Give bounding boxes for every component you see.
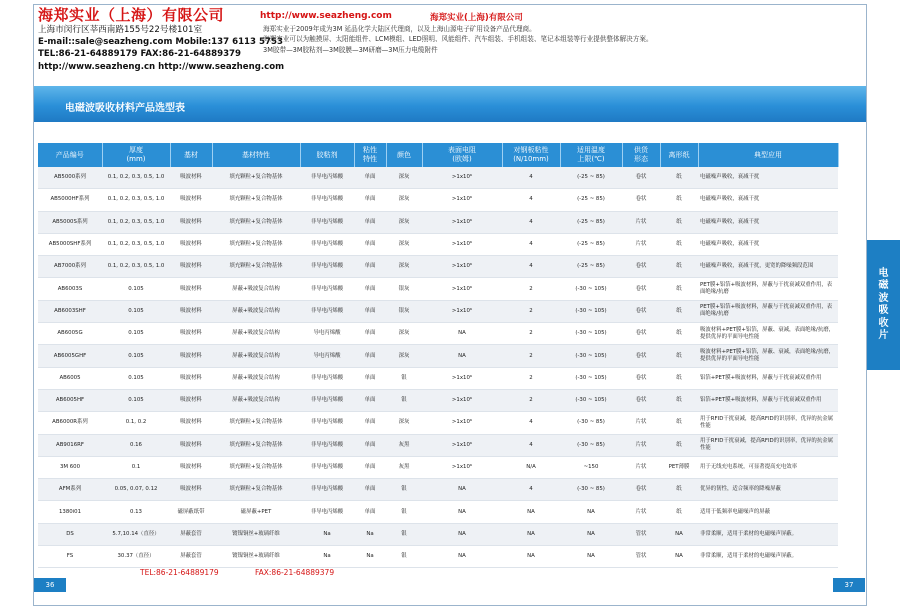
table-cell: 2: [502, 278, 560, 300]
table-cell: 卷状: [622, 367, 660, 389]
table-cell: 填充颗粒+复合物基体: [212, 233, 300, 255]
table-cell: 银灰: [386, 300, 422, 322]
table-cell: (-30 ~ 105): [560, 345, 622, 367]
table-cell: NA: [502, 523, 560, 545]
table-row: [38, 323, 838, 345]
table-cell: 0.105: [102, 300, 170, 322]
table-cell: 银: [386, 479, 422, 501]
table-cell: 0.1: [102, 456, 170, 478]
table-cell: AB6005: [38, 367, 102, 389]
table-cell: Na: [300, 523, 354, 545]
table-cell: 2: [502, 323, 560, 345]
table-cell: 吸波材料: [170, 479, 212, 501]
table-row: [38, 233, 838, 255]
table-cell: AB6005HF: [38, 389, 102, 411]
table-cell: >1x10⁶: [422, 256, 502, 278]
table-cell: 填充颗粒+复合物基体: [212, 456, 300, 478]
table-cell: 非导电丙烯酸: [300, 167, 354, 189]
table-cell: >1x10⁶: [422, 233, 502, 255]
table-cell: 非导电丙烯酸: [300, 479, 354, 501]
table-cell: 4: [502, 189, 560, 211]
table-cell: 吸波材料+PET膜+铝箔，屏蔽、衰减，表面绝缘/抗磨，提供优异的平面导电性能: [698, 323, 838, 345]
table-cell: >1x10⁶: [422, 412, 502, 434]
table-cell: PET膜+铝箔+吸波材料，屏蔽与干扰衰减双重作用，表面绝缘/抗磨: [698, 278, 838, 300]
table-cell: 用于无线充电系统，可显著提高充电效率: [698, 456, 838, 478]
table-body: [38, 167, 838, 568]
table-cell: 吸波材料: [170, 367, 212, 389]
table-cell: 1380i01: [38, 501, 102, 523]
table-cell: AB5000系列: [38, 167, 102, 189]
table-cell: 吸波材料: [170, 256, 212, 278]
table-cell: 导电丙烯酸: [300, 345, 354, 367]
table-cell: 适用于低频率电磁噪声的屏蔽: [698, 501, 838, 523]
page-number-right: 37: [833, 578, 865, 592]
table-cell: 3M 600: [38, 456, 102, 478]
column-header: 厚度 (mm): [102, 143, 170, 167]
table-cell: PET薄膜: [660, 456, 698, 478]
table-cell: 吸波材料+PET膜+铝箔，屏蔽、衰减，表面绝缘/抗磨，提供优异的平面导电性能: [698, 345, 838, 367]
table-cell: 纸: [660, 345, 698, 367]
table-cell: 填充颗粒+复合物基体: [212, 167, 300, 189]
table-cell: AFM系列: [38, 479, 102, 501]
table-row: [38, 434, 838, 456]
table-cell: 非导电丙烯酸: [300, 367, 354, 389]
table-cell: 单面: [354, 300, 386, 322]
table-cell: 纸: [660, 189, 698, 211]
table-cell: 磁屏蔽纸带: [170, 501, 212, 523]
table-cell: 单面: [354, 167, 386, 189]
table-cell: 0.105: [102, 389, 170, 411]
table-cell: 纸: [660, 167, 698, 189]
table-cell: 吸波材料: [170, 189, 212, 211]
table-cell: 填充颗粒+复合物基体: [212, 256, 300, 278]
banner-title: 电磁波吸收材料产品选型表: [65, 103, 185, 114]
table-cell: 银: [386, 501, 422, 523]
table-cell: AB7000系列: [38, 256, 102, 278]
table-cell: 吸波材料: [170, 389, 212, 411]
table-cell: 纸: [660, 278, 698, 300]
header-url: http://www.seazheng.com: [260, 11, 392, 21]
table-cell: 0.13: [102, 501, 170, 523]
table-row: [38, 412, 838, 434]
table-cell: >1x10⁶: [422, 189, 502, 211]
table-cell: NA: [502, 546, 560, 568]
table-cell: 纸: [660, 501, 698, 523]
table-cell: FS: [38, 546, 102, 568]
table-row: [38, 501, 838, 523]
table-cell: 单面: [354, 479, 386, 501]
table-cell: 屏蔽+吸波复合结构: [212, 300, 300, 322]
table-cell: 屏蔽+吸波复合结构: [212, 278, 300, 300]
table-cell: 电磁噪声吸收，衰减干扰: [698, 211, 838, 233]
table-cell: ~150: [560, 456, 622, 478]
table-cell: 单面: [354, 189, 386, 211]
column-header: 产品编号: [38, 143, 102, 167]
table-row: [38, 456, 838, 478]
side-tab-char: 电: [878, 267, 889, 279]
table-cell: 0.105: [102, 367, 170, 389]
table-cell: 卷状: [622, 300, 660, 322]
table-cell: (-30 ~ 85): [560, 479, 622, 501]
table-cell: 银: [386, 546, 422, 568]
table-cell: AB6005G: [38, 323, 102, 345]
table-cell: 4: [502, 412, 560, 434]
table-cell: 4: [502, 167, 560, 189]
table-cell: 片状: [622, 434, 660, 456]
table-cell: 纸: [660, 211, 698, 233]
table-cell: 0.1, 0.2, 0.3, 0.5, 1.0: [102, 167, 170, 189]
table-row: [38, 189, 838, 211]
table-cell: 单面: [354, 389, 386, 411]
table-cell: 非导电丙烯酸: [300, 211, 354, 233]
table-cell: 深灰: [386, 167, 422, 189]
table-row: [38, 367, 838, 389]
table-cell: 单面: [354, 211, 386, 233]
table-cell: 0.1, 0.2, 0.3, 0.5, 1.0: [102, 211, 170, 233]
table-cell: >1x10⁶: [422, 434, 502, 456]
table-row: [38, 167, 838, 189]
table-cell: 4: [502, 211, 560, 233]
table-cell: AB6005GHF: [38, 345, 102, 367]
table-cell: 卷状: [622, 278, 660, 300]
table-cell: NA: [422, 479, 502, 501]
table-cell: NA: [660, 546, 698, 568]
table-cell: 屏蔽+吸波复合结构: [212, 367, 300, 389]
table-cell: NA: [560, 523, 622, 545]
table-cell: 纸: [660, 323, 698, 345]
company-tel-fax: TEL:86-21-64889179 FAX:86-21-64889379: [38, 49, 242, 60]
column-header: 典型应用: [698, 143, 838, 167]
table-header-row: [38, 143, 838, 167]
table-cell: 深灰: [386, 256, 422, 278]
table-row: [38, 300, 838, 322]
table-cell: 屏蔽套管: [170, 523, 212, 545]
table-cell: 深灰: [386, 211, 422, 233]
footer-tel: TEL:86-21-64889179: [140, 568, 219, 577]
table-cell: (-30 ~ 105): [560, 367, 622, 389]
table-cell: 0.16: [102, 434, 170, 456]
table-cell: 电磁噪声吸收，衰减干扰: [698, 167, 838, 189]
table-cell: 填充颗粒+复合物基体: [212, 211, 300, 233]
table-cell: 吸波材料: [170, 412, 212, 434]
table-cell: 卷状: [622, 167, 660, 189]
table-cell: 0.1, 0.2, 0.3, 0.5, 1.0: [102, 256, 170, 278]
table-cell: 卷状: [622, 323, 660, 345]
table-cell: AB6000R系列: [38, 412, 102, 434]
table-cell: 单面: [354, 278, 386, 300]
table-cell: 填充颗粒+复合物基体: [212, 434, 300, 456]
table-row: [38, 546, 838, 568]
table-cell: >1x10⁶: [422, 278, 502, 300]
table-cell: (-25 ~ 85): [560, 211, 622, 233]
column-header: 对钢板粘性 (N/10mm): [502, 143, 560, 167]
table-cell: 用于RFID干扰衰减，提高RFID的识别率，优异的抗金属性能: [698, 412, 838, 434]
table-cell: 卷状: [622, 189, 660, 211]
intro-line: 3M胶带—3M胶粘剂—3M胶膜—3M研磨—3M压力电缆附件: [263, 45, 438, 54]
table-cell: 单面: [354, 233, 386, 255]
table-cell: 0.105: [102, 278, 170, 300]
table-row: [38, 389, 838, 411]
table-row: [38, 256, 838, 278]
column-header: 表面电阻 (欧姆): [422, 143, 502, 167]
table-cell: 吸波材料: [170, 345, 212, 367]
table-cell: 单面: [354, 501, 386, 523]
table-cell: 0.1, 0.2, 0.3, 0.5, 1.0: [102, 233, 170, 255]
table-cell: 片状: [622, 501, 660, 523]
company-email-mobile: E-mail::sale@seazheng.com Mobile:137 6113 5753: [38, 37, 283, 48]
table-cell: DS: [38, 523, 102, 545]
table-cell: NA: [422, 523, 502, 545]
table-cell: 吸波材料: [170, 167, 212, 189]
table-cell: 吸波材料: [170, 211, 212, 233]
column-header: 粘性 特性: [354, 143, 386, 167]
table-cell: 镀镍铜丝+玻璃纤维: [212, 523, 300, 545]
table-cell: 银: [386, 523, 422, 545]
table-cell: 银: [386, 389, 422, 411]
table-cell: 深灰: [386, 345, 422, 367]
table-cell: AB9016RF: [38, 434, 102, 456]
table-cell: 卷状: [622, 345, 660, 367]
table-cell: 非导电丙烯酸: [300, 278, 354, 300]
column-header: 供货 形态: [622, 143, 660, 167]
column-header: 适用温度 上限(℃): [560, 143, 622, 167]
table-cell: 深灰: [386, 233, 422, 255]
table-cell: 纸: [660, 300, 698, 322]
table-cell: 纸: [660, 256, 698, 278]
table-cell: NA: [422, 546, 502, 568]
table-cell: 2: [502, 345, 560, 367]
company-websites: http://www.seazheng.cn http://www.seazheng.com: [38, 61, 285, 72]
table-cell: NA: [560, 546, 622, 568]
table-cell: NA: [560, 501, 622, 523]
table-cell: 4: [502, 479, 560, 501]
table-cell: 0.105: [102, 345, 170, 367]
table-cell: 片状: [622, 233, 660, 255]
table-cell: >1x10⁶: [422, 300, 502, 322]
column-header: 基材特性: [212, 143, 300, 167]
product-table: [38, 143, 839, 568]
table-cell: 吸波材料: [170, 434, 212, 456]
table-cell: 填充颗粒+复合物基体: [212, 189, 300, 211]
footer-fax: FAX:86-21-64889379: [255, 568, 335, 577]
table-cell: 片状: [622, 412, 660, 434]
table-cell: 屏蔽套管: [170, 546, 212, 568]
table-cell: 灰黑: [386, 456, 422, 478]
table-cell: 电磁噪声吸收，衰减干扰: [698, 233, 838, 255]
table-cell: 0.1, 0.2: [102, 412, 170, 434]
table-cell: NA: [422, 323, 502, 345]
table-cell: NA: [422, 501, 502, 523]
table-row: [38, 345, 838, 367]
table-cell: 0.05, 0.07, 0.12: [102, 479, 170, 501]
table-cell: 非导电丙烯酸: [300, 389, 354, 411]
table-cell: 纸: [660, 233, 698, 255]
table-cell: 管状: [622, 546, 660, 568]
table-row: [38, 479, 838, 501]
table-cell: NA: [502, 501, 560, 523]
table-cell: Na: [354, 546, 386, 568]
table-cell: 吸波材料: [170, 323, 212, 345]
table-cell: 用于RFID干扰衰减，提高RFID的识别率，优异的抗金属性能: [698, 434, 838, 456]
company-address: 上海市闵行区莘西南路155号22号楼101室: [38, 25, 203, 35]
table-cell: 2: [502, 300, 560, 322]
page-number-left: 36: [34, 578, 66, 592]
table-cell: >1x10⁶: [422, 167, 502, 189]
table-cell: 吸波材料: [170, 278, 212, 300]
side-tab-char: 波: [878, 292, 889, 304]
table-cell: 单面: [354, 367, 386, 389]
table-cell: >1x10⁶: [422, 456, 502, 478]
table-row: [38, 278, 838, 300]
side-tab-char: 磁: [878, 280, 889, 291]
table-cell: 纸: [660, 434, 698, 456]
table-cell: (-30 ~ 105): [560, 323, 622, 345]
table-cell: 非导电丙烯酸: [300, 501, 354, 523]
table-cell: 0.1, 0.2, 0.3, 0.5, 1.0: [102, 189, 170, 211]
table-cell: (-25 ~ 85): [560, 256, 622, 278]
table-cell: 非导电丙烯酸: [300, 456, 354, 478]
table-cell: 屏蔽+吸波复合结构: [212, 345, 300, 367]
table-row: [38, 523, 838, 545]
table-cell: 纸: [660, 479, 698, 501]
table-cell: (-30 ~ 105): [560, 300, 622, 322]
table-cell: 2: [502, 389, 560, 411]
table-cell: (-30 ~ 85): [560, 434, 622, 456]
table-cell: (-30 ~ 105): [560, 278, 622, 300]
table-cell: 2: [502, 367, 560, 389]
table-cell: AB6003SHF: [38, 300, 102, 322]
intro-line: 海郑实业于2009年成为3M 延品化学大陆区代理商，以及上海山源电子矿用设备产品代理商。: [263, 25, 536, 33]
table-cell: 非导电丙烯酸: [300, 434, 354, 456]
table-cell: 非导电丙烯酸: [300, 412, 354, 434]
table-cell: 银: [386, 367, 422, 389]
table-cell: 纸: [660, 412, 698, 434]
table-cell: (-30 ~ 85): [560, 412, 622, 434]
column-header: 离形纸: [660, 143, 698, 167]
table-cell: (-25 ~ 85): [560, 167, 622, 189]
table-cell: 单面: [354, 323, 386, 345]
table-row: [38, 211, 838, 233]
table-cell: 30.37（直径）: [102, 546, 170, 568]
table-cell: 镀镍铜丝+玻璃纤维: [212, 546, 300, 568]
table-cell: 单面: [354, 345, 386, 367]
table-cell: 非常柔顺，适用于柔材的电磁噪声屏蔽。: [698, 546, 838, 568]
table-cell: 屏蔽+吸波复合结构: [212, 389, 300, 411]
table-cell: 填充颗粒+复合物基体: [212, 412, 300, 434]
table-cell: >1x10⁶: [422, 389, 502, 411]
table-cell: 4: [502, 256, 560, 278]
table-cell: 非常柔顺，适用于柔材的电磁噪声屏蔽。: [698, 523, 838, 545]
table-cell: N/A: [502, 456, 560, 478]
company-name: 海郑实业（上海）有限公司: [38, 6, 225, 24]
table-cell: AB5000S系列: [38, 211, 102, 233]
table-cell: 卷状: [622, 256, 660, 278]
table-cell: 屏蔽+吸波复合结构: [212, 323, 300, 345]
header-brand: 海郑实业(上海)有限公司: [430, 13, 523, 23]
intro-line: 海郑实业可以为触摸屏、太阳能组件、LCM模组、LED照明、风能组件、汽车组装、手机组装、笔记本组装等行业提供整体解决方案。: [263, 35, 653, 44]
table-cell: 磁屏蔽+PET: [212, 501, 300, 523]
side-tab-char: 吸: [878, 305, 889, 316]
table-cell: Na: [300, 546, 354, 568]
table-cell: NA: [660, 523, 698, 545]
table-cell: 优异的韧性，适合频率的降噪屏蔽: [698, 479, 838, 501]
table-cell: PET膜+铝箔+吸波材料，屏蔽与干扰衰减双重作用，表面绝缘/抗磨: [698, 300, 838, 322]
table-cell: 银灰: [386, 278, 422, 300]
table-cell: 管状: [622, 523, 660, 545]
column-header: 基材: [170, 143, 212, 167]
table-cell: AB6003S: [38, 278, 102, 300]
table-cell: 0.105: [102, 323, 170, 345]
table-cell: 深灰: [386, 412, 422, 434]
table-cell: 非导电丙烯酸: [300, 233, 354, 255]
column-header: 颜色: [386, 143, 422, 167]
table-cell: 单面: [354, 434, 386, 456]
column-header: 胶粘剂: [300, 143, 354, 167]
table-cell: NA: [422, 345, 502, 367]
table-cell: >1x10⁶: [422, 211, 502, 233]
table-cell: 单面: [354, 456, 386, 478]
table-cell: 深灰: [386, 189, 422, 211]
table-cell: 深灰: [386, 323, 422, 345]
table-cell: 非导电丙烯酸: [300, 300, 354, 322]
table-cell: 吸波材料: [170, 233, 212, 255]
table-cell: 吸波材料: [170, 456, 212, 478]
table-cell: 4: [502, 233, 560, 255]
table-cell: 导电丙烯酸: [300, 323, 354, 345]
side-tab-char: 收: [878, 317, 889, 329]
table-cell: (-30 ~ 105): [560, 389, 622, 411]
table-cell: 非导电丙烯酸: [300, 189, 354, 211]
table-cell: 单面: [354, 412, 386, 434]
table-cell: 片状: [622, 456, 660, 478]
table-cell: 电磁噪声吸收，衰减干扰: [698, 189, 838, 211]
table-cell: 非导电丙烯酸: [300, 256, 354, 278]
table-cell: 单面: [354, 256, 386, 278]
table-cell: 铝箔+PET膜+吸波材料，屏蔽与干扰衰减双重作用: [698, 389, 838, 411]
table-cell: 卷状: [622, 479, 660, 501]
side-tab: [867, 240, 900, 370]
table-cell: (-25 ~ 85): [560, 233, 622, 255]
table-cell: AB5000SHF系列: [38, 233, 102, 255]
company-block: [38, 7, 284, 73]
table-cell: 5.7,10.14（直径）: [102, 523, 170, 545]
table-cell: Na: [354, 523, 386, 545]
table-cell: 片状: [622, 211, 660, 233]
table-cell: 卷状: [622, 389, 660, 411]
table-cell: 铝箔+PET膜+吸波材料，屏蔽与干扰衰减双重作用: [698, 367, 838, 389]
table-cell: (-25 ~ 85): [560, 189, 622, 211]
table-cell: AB5000HF系列: [38, 189, 102, 211]
table-cell: >1x10⁶: [422, 367, 502, 389]
table-cell: 填充颗粒+复合物基体: [212, 479, 300, 501]
table-cell: 电磁噪声吸收，衰减干扰，更宽的降噪频段范围: [698, 256, 838, 278]
side-tab-char: 片: [878, 330, 889, 341]
table-cell: 吸波材料: [170, 300, 212, 322]
company-intro: [263, 24, 703, 55]
table-cell: 纸: [660, 389, 698, 411]
table-cell: 灰黑: [386, 434, 422, 456]
table-cell: 纸: [660, 367, 698, 389]
table-cell: 4: [502, 434, 560, 456]
